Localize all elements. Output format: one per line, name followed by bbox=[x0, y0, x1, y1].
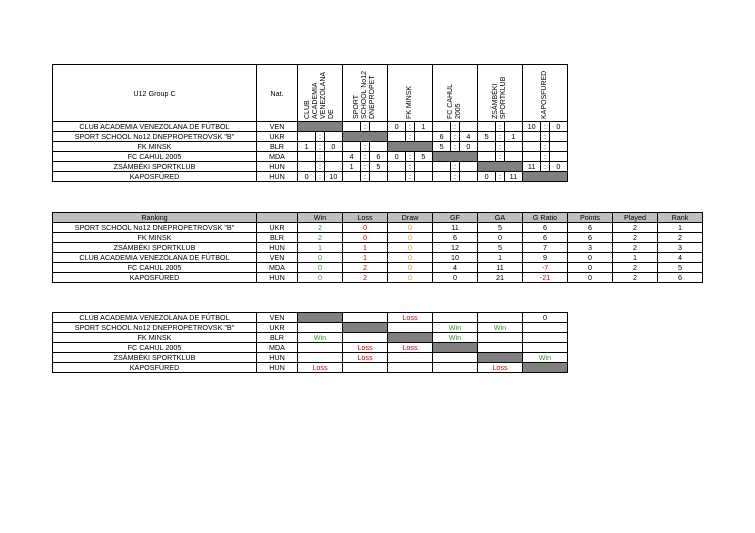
score-sep: : bbox=[496, 142, 505, 152]
result-cell: Win bbox=[478, 323, 523, 333]
result-cell bbox=[433, 313, 478, 323]
self-match-cell bbox=[523, 172, 568, 182]
matrix-column-header bbox=[478, 65, 523, 122]
result-cell: Loss bbox=[343, 343, 388, 353]
score-sep: : bbox=[496, 122, 505, 132]
score-away: 1 bbox=[414, 122, 432, 132]
score-away: 10 bbox=[324, 172, 342, 182]
result-cell bbox=[298, 313, 343, 323]
ranking-row bbox=[53, 243, 703, 253]
ranking-loss: 1 bbox=[343, 243, 388, 253]
score-away: 0 bbox=[549, 162, 567, 172]
result-cell bbox=[343, 333, 388, 343]
score-sep: : bbox=[406, 132, 415, 142]
result-cell bbox=[388, 333, 433, 343]
results-row bbox=[53, 313, 568, 323]
ranking-rank: 1 bbox=[658, 223, 703, 233]
ranking-team: CLUB ACADEMIA VENEZOLANA DE FÚTBOL bbox=[53, 253, 257, 263]
score-home bbox=[343, 142, 361, 152]
ranking-loss: 2 bbox=[343, 273, 388, 283]
matrix-column-label: ZSÁMBÉKI SPORTKLUB bbox=[492, 76, 507, 119]
team-name: FK MINSK bbox=[53, 333, 257, 343]
ranking-ratio: 6 bbox=[523, 223, 568, 233]
score-sep: : bbox=[316, 142, 325, 152]
score-away bbox=[504, 142, 522, 152]
ranking-win: 2 bbox=[298, 233, 343, 243]
score-away bbox=[549, 132, 567, 142]
score-sep: : bbox=[406, 152, 415, 162]
ranking-nat: MDA bbox=[257, 263, 298, 273]
score-sep: : bbox=[496, 152, 505, 162]
ranking-header: Rank bbox=[658, 213, 703, 223]
score-home bbox=[298, 162, 316, 172]
matrix-column-label: KAPOSFÜRED bbox=[541, 70, 548, 119]
ranking-draw: 0 bbox=[388, 253, 433, 263]
team-nat: HUN bbox=[257, 162, 298, 172]
result-cell bbox=[523, 343, 568, 353]
matrix-column-header bbox=[523, 65, 568, 122]
ranking-rank: 6 bbox=[658, 273, 703, 283]
matrix-header-row bbox=[53, 65, 568, 122]
results-row bbox=[53, 343, 568, 353]
score-sep: : bbox=[406, 172, 415, 182]
score-sep: : bbox=[361, 172, 370, 182]
result-cell bbox=[433, 353, 478, 363]
matrix-column-label: FK MINSK bbox=[406, 85, 413, 119]
score-sep: : bbox=[451, 132, 460, 142]
team-nat: HUN bbox=[257, 172, 298, 182]
score-away bbox=[459, 122, 477, 132]
score-home: 5 bbox=[478, 132, 496, 142]
ranking-header-row bbox=[53, 213, 703, 223]
score-away bbox=[324, 162, 342, 172]
team-name: KAPOSFÜRED bbox=[53, 363, 257, 373]
result-cell bbox=[298, 323, 343, 333]
ranking-draw: 0 bbox=[388, 263, 433, 273]
ranking-team: SPORT SCHOOL No12 DNEPROPETROVSK "B" bbox=[53, 223, 257, 233]
self-match-cell bbox=[298, 122, 343, 132]
score-home: 0 bbox=[388, 152, 406, 162]
score-away bbox=[459, 162, 477, 172]
ranking-header: Points bbox=[568, 213, 613, 223]
result-cell: Win bbox=[523, 353, 568, 363]
score-sep: : bbox=[496, 132, 505, 142]
ranking-win: 0 bbox=[298, 273, 343, 283]
team-nat: MDA bbox=[257, 343, 298, 353]
match-matrix-table bbox=[52, 64, 568, 182]
result-cell bbox=[298, 343, 343, 353]
result-cell bbox=[478, 333, 523, 343]
ranking-header: Win bbox=[298, 213, 343, 223]
score-sep: : bbox=[316, 162, 325, 172]
ranking-draw: 0 bbox=[388, 273, 433, 283]
ranking-team: FC CAHUL 2005 bbox=[53, 263, 257, 273]
ranking-played: 2 bbox=[613, 233, 658, 243]
ranking-header: Played bbox=[613, 213, 658, 223]
matrix-row bbox=[53, 142, 568, 152]
score-home bbox=[388, 172, 406, 182]
team-nat: BLR bbox=[257, 142, 298, 152]
ranking-draw: 0 bbox=[388, 233, 433, 243]
score-home: 11 bbox=[523, 162, 541, 172]
ranking-win: 0 bbox=[298, 263, 343, 273]
ranking-ratio: 7 bbox=[523, 243, 568, 253]
score-away: 5 bbox=[369, 162, 387, 172]
score-home bbox=[388, 132, 406, 142]
score-home bbox=[523, 142, 541, 152]
ranking-nat: BLR bbox=[257, 233, 298, 243]
score-sep: : bbox=[316, 172, 325, 182]
ranking-header: Ranking bbox=[53, 213, 257, 223]
result-cell: Win bbox=[298, 333, 343, 343]
score-home bbox=[433, 122, 451, 132]
results-row bbox=[53, 353, 568, 363]
ranking-table bbox=[52, 212, 703, 283]
score-home bbox=[298, 152, 316, 162]
matrix-column-header bbox=[298, 65, 343, 122]
results-row bbox=[53, 323, 568, 333]
result-cell bbox=[478, 313, 523, 323]
result-cell bbox=[433, 363, 478, 373]
result-cell bbox=[343, 323, 388, 333]
matrix-column-label: CLUB ACADEMIA VENEZOLANA DE bbox=[304, 72, 335, 119]
score-sep: : bbox=[496, 172, 505, 182]
score-away bbox=[504, 122, 522, 132]
ranking-win: 1 bbox=[298, 243, 343, 253]
result-cell: Loss bbox=[388, 313, 433, 323]
matrix-column-label: FC CAHUL 2005 bbox=[447, 84, 462, 119]
matrix-column-header bbox=[433, 65, 478, 122]
score-away: 0 bbox=[459, 142, 477, 152]
result-cell: Loss bbox=[478, 363, 523, 373]
result-cell bbox=[388, 323, 433, 333]
team-nat: UKR bbox=[257, 132, 298, 142]
score-away: 11 bbox=[504, 172, 522, 182]
ranking-nat: HUN bbox=[257, 243, 298, 253]
result-cell bbox=[343, 363, 388, 373]
team-name: SPORT SCHOOL No12 DNEPROPETROVSK "B" bbox=[53, 323, 257, 333]
team-name: KAPOSFÜRED bbox=[53, 172, 257, 182]
results-row bbox=[53, 333, 568, 343]
score-sep: : bbox=[541, 152, 550, 162]
result-cell: Win bbox=[433, 323, 478, 333]
score-sep: : bbox=[361, 152, 370, 162]
score-sep: : bbox=[316, 152, 325, 162]
ranking-ga: 21 bbox=[478, 273, 523, 283]
score-home bbox=[478, 122, 496, 132]
ranking-header: GF bbox=[433, 213, 478, 223]
ranking-row bbox=[53, 223, 703, 233]
self-match-cell bbox=[388, 142, 433, 152]
result-cell bbox=[523, 363, 568, 373]
ranking-gf: 10 bbox=[433, 253, 478, 263]
score-home bbox=[523, 132, 541, 142]
ranking-header: Loss bbox=[343, 213, 388, 223]
ranking-points: 0 bbox=[568, 253, 613, 263]
team-nat: MDA bbox=[257, 152, 298, 162]
result-cell bbox=[343, 313, 388, 323]
ranking-row bbox=[53, 263, 703, 273]
score-sep: : bbox=[406, 162, 415, 172]
ranking-draw: 0 bbox=[388, 243, 433, 253]
team-name: ZSÁMBÉKI SPORTKLUB bbox=[53, 162, 257, 172]
ranking-points: 6 bbox=[568, 233, 613, 243]
matrix-row bbox=[53, 162, 568, 172]
result-cell: 0 bbox=[523, 313, 568, 323]
result-cell bbox=[478, 353, 523, 363]
score-home bbox=[298, 132, 316, 142]
score-away bbox=[414, 162, 432, 172]
ranking-header: Draw bbox=[388, 213, 433, 223]
score-home: 0 bbox=[388, 122, 406, 132]
score-away bbox=[324, 132, 342, 142]
result-cell: Loss bbox=[388, 343, 433, 353]
ranking-points: 0 bbox=[568, 263, 613, 273]
ranking-draw: 0 bbox=[388, 223, 433, 233]
result-cell bbox=[523, 323, 568, 333]
ranking-gf: 6 bbox=[433, 233, 478, 243]
ranking-loss: 2 bbox=[343, 263, 388, 273]
ranking-loss: 0 bbox=[343, 233, 388, 243]
ranking-team: FK MINSK bbox=[53, 233, 257, 243]
ranking-rank: 5 bbox=[658, 263, 703, 273]
result-cell bbox=[388, 363, 433, 373]
score-sep: : bbox=[451, 142, 460, 152]
score-home: 6 bbox=[433, 132, 451, 142]
ranking-ga: 0 bbox=[478, 233, 523, 243]
self-match-cell bbox=[433, 152, 478, 162]
ranking-played: 2 bbox=[613, 273, 658, 283]
ranking-rank: 2 bbox=[658, 233, 703, 243]
score-home bbox=[478, 152, 496, 162]
score-home: 4 bbox=[343, 152, 361, 162]
team-nat: UKR bbox=[257, 323, 298, 333]
group-title: U12 Group C bbox=[53, 65, 257, 122]
matrix-row bbox=[53, 132, 568, 142]
team-name: SPORT SCHOOL No12 DNEPROPETROVSK "B" bbox=[53, 132, 257, 142]
score-home: 1 bbox=[298, 142, 316, 152]
score-sep: : bbox=[451, 172, 460, 182]
team-nat: HUN bbox=[257, 353, 298, 363]
score-away: 5 bbox=[414, 152, 432, 162]
score-away bbox=[459, 172, 477, 182]
score-away bbox=[549, 152, 567, 162]
score-home bbox=[388, 162, 406, 172]
ranking-row bbox=[53, 253, 703, 263]
ranking-win: 0 bbox=[298, 253, 343, 263]
ranking-ga: 11 bbox=[478, 263, 523, 273]
team-nat: BLR bbox=[257, 333, 298, 343]
matrix-column-header bbox=[343, 65, 388, 122]
score-away bbox=[414, 172, 432, 182]
ranking-ga: 5 bbox=[478, 243, 523, 253]
score-away bbox=[369, 172, 387, 182]
results-row bbox=[53, 363, 568, 373]
nat-header: Nat. bbox=[257, 65, 298, 122]
ranking-rank: 4 bbox=[658, 253, 703, 263]
team-name: FK MINSK bbox=[53, 142, 257, 152]
team-name: CLUB ACADEMIA VENEZOLANA DE FÚTBOL bbox=[53, 122, 257, 132]
ranking-gf: 0 bbox=[433, 273, 478, 283]
score-sep: : bbox=[451, 122, 460, 132]
score-home: 5 bbox=[433, 142, 451, 152]
ranking-loss: 1 bbox=[343, 253, 388, 263]
matrix-row bbox=[53, 172, 568, 182]
score-sep: : bbox=[361, 122, 370, 132]
result-cell: Loss bbox=[298, 363, 343, 373]
ranking-gf: 4 bbox=[433, 263, 478, 273]
ranking-played: 1 bbox=[613, 253, 658, 263]
ranking-ratio: -21 bbox=[523, 273, 568, 283]
self-match-cell bbox=[478, 162, 523, 172]
score-home bbox=[433, 162, 451, 172]
score-sep: : bbox=[361, 162, 370, 172]
score-home: 0 bbox=[478, 172, 496, 182]
score-sep: : bbox=[541, 162, 550, 172]
score-home bbox=[433, 172, 451, 182]
score-sep: : bbox=[541, 132, 550, 142]
score-home: 10 bbox=[523, 122, 541, 132]
score-home bbox=[478, 142, 496, 152]
ranking-played: 2 bbox=[613, 223, 658, 233]
score-away bbox=[324, 152, 342, 162]
score-home bbox=[343, 172, 361, 182]
ranking-nat: UKR bbox=[257, 223, 298, 233]
ranking-played: 2 bbox=[613, 263, 658, 273]
ranking-header bbox=[257, 213, 298, 223]
score-away bbox=[504, 152, 522, 162]
team-nat: VEN bbox=[257, 122, 298, 132]
score-sep: : bbox=[361, 142, 370, 152]
result-cell bbox=[478, 343, 523, 353]
result-cell: Loss bbox=[343, 353, 388, 363]
ranking-row bbox=[53, 233, 703, 243]
score-away bbox=[369, 142, 387, 152]
score-away: 0 bbox=[324, 142, 342, 152]
result-cell bbox=[388, 353, 433, 363]
self-match-cell bbox=[343, 132, 388, 142]
results-table bbox=[52, 312, 568, 373]
ranking-ga: 5 bbox=[478, 223, 523, 233]
matrix-column-label: SPORT SCHOOL No12 DNEPROPET bbox=[353, 71, 376, 119]
ranking-ga: 1 bbox=[478, 253, 523, 263]
team-nat: VEN bbox=[257, 313, 298, 323]
score-sep: : bbox=[541, 142, 550, 152]
ranking-nat: VEN bbox=[257, 253, 298, 263]
ranking-points: 0 bbox=[568, 273, 613, 283]
result-cell bbox=[523, 333, 568, 343]
score-home bbox=[523, 152, 541, 162]
ranking-header: GA bbox=[478, 213, 523, 223]
ranking-nat: HUN bbox=[257, 273, 298, 283]
score-sep: : bbox=[451, 162, 460, 172]
team-name: FC CAHUL 2005 bbox=[53, 152, 257, 162]
score-away bbox=[369, 122, 387, 132]
team-nat: HUN bbox=[257, 363, 298, 373]
team-name: ZSÁMBÉKI SPORTKLUB bbox=[53, 353, 257, 363]
score-away bbox=[549, 142, 567, 152]
matrix-row bbox=[53, 122, 568, 132]
score-home bbox=[343, 122, 361, 132]
ranking-ratio: -7 bbox=[523, 263, 568, 273]
result-cell bbox=[298, 353, 343, 363]
ranking-ratio: 6 bbox=[523, 233, 568, 243]
ranking-gf: 12 bbox=[433, 243, 478, 253]
ranking-win: 2 bbox=[298, 223, 343, 233]
score-away: 6 bbox=[369, 152, 387, 162]
ranking-points: 3 bbox=[568, 243, 613, 253]
score-away: 4 bbox=[459, 132, 477, 142]
ranking-played: 2 bbox=[613, 243, 658, 253]
score-home: 1 bbox=[343, 162, 361, 172]
matrix-column-header bbox=[388, 65, 433, 122]
matrix-row bbox=[53, 152, 568, 162]
team-name: CLUB ACADEMIA VENEZOLANA DE FÚTBOL bbox=[53, 313, 257, 323]
score-away: 1 bbox=[504, 132, 522, 142]
score-away bbox=[414, 132, 432, 142]
score-sep: : bbox=[541, 122, 550, 132]
score-away: 0 bbox=[549, 122, 567, 132]
team-name: FC CAHUL 2005 bbox=[53, 343, 257, 353]
score-home: 0 bbox=[298, 172, 316, 182]
ranking-team: KAPOSFÜRED bbox=[53, 273, 257, 283]
score-sep: : bbox=[316, 132, 325, 142]
ranking-header: G Ratio bbox=[523, 213, 568, 223]
ranking-ratio: 9 bbox=[523, 253, 568, 263]
ranking-row bbox=[53, 273, 703, 283]
ranking-team: ZSÁMBÉKI SPORTKLUB bbox=[53, 243, 257, 253]
result-cell bbox=[433, 343, 478, 353]
ranking-loss: 0 bbox=[343, 223, 388, 233]
result-cell: Win bbox=[433, 333, 478, 343]
ranking-gf: 11 bbox=[433, 223, 478, 233]
ranking-points: 6 bbox=[568, 223, 613, 233]
ranking-rank: 3 bbox=[658, 243, 703, 253]
score-sep: : bbox=[406, 122, 415, 132]
